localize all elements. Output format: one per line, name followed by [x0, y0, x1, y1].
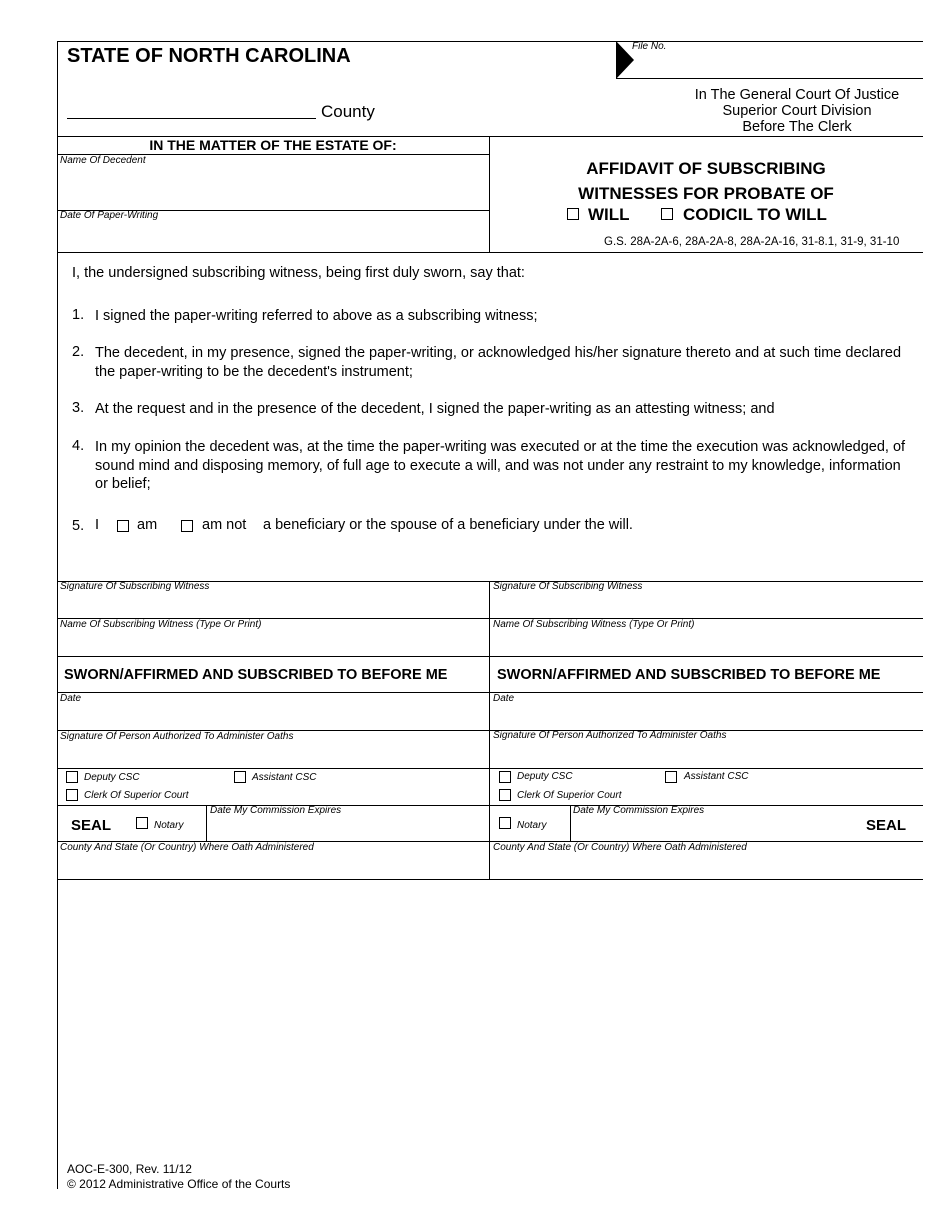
left-witness-name-label: Name Of Subscribing Witness (Type Or Print): [60, 619, 262, 630]
estate-heading: IN THE MATTER OF THE ESTATE OF:: [149, 137, 397, 153]
am-checkbox[interactable]: [117, 520, 129, 532]
paper-date-field[interactable]: [60, 225, 486, 249]
right-clerk-label: Clerk Of Superior Court: [517, 790, 622, 801]
right-county-state-field[interactable]: [493, 857, 919, 877]
row-line: [57, 656, 923, 657]
left-commission-label: Date My Commission Expires: [210, 805, 342, 816]
paper-date-label: Date Of Paper-Writing: [60, 210, 159, 221]
am-not-label: am not: [202, 517, 247, 533]
left-official-signature-label: Signature Of Person Authorized To Administer Oaths: [60, 731, 294, 742]
item5-suffix: a beneficiary or the spouse of a beneficiary under the will.: [263, 517, 633, 533]
intro-statement: I, the undersigned subscribing witness, being first duly sworn, say that:: [72, 265, 525, 281]
court-line-3: Before The Clerk: [742, 119, 852, 135]
right-date-field[interactable]: [493, 707, 919, 727]
affidavit-title: [490, 156, 922, 206]
left-assistant-csc-checkbox[interactable]: [234, 771, 246, 783]
codicil-checkbox[interactable]: [661, 208, 673, 220]
left-date-label: Date: [60, 693, 82, 704]
am-label: am: [137, 517, 158, 533]
court-block: [672, 87, 922, 135]
item-text: At the request and in the presence of the decedent, I signed the paper-writing as an attesting witness; and: [95, 401, 775, 417]
right-county-state-label: County And State (Or Country) Where Oath Administered: [493, 842, 747, 853]
left-witness-signature-field[interactable]: [60, 596, 486, 616]
left-notary-checkbox[interactable]: [136, 817, 148, 829]
right-commission-field[interactable]: [573, 820, 853, 839]
row-line: [57, 805, 923, 806]
right-commission-label: Date My Commission Expires: [573, 805, 705, 816]
item-text: In my opinion the decedent was, at the time the paper-writing was executed or at the time the execution was acknowledged, of sound mind and disposing memory, of full age to execute a will, and was not under any restraint to my knowledge, information or belief;: [95, 439, 906, 492]
will-checkbox[interactable]: [567, 208, 579, 220]
right-assistant-csc-label: Assistant CSC: [684, 771, 749, 782]
right-witness-name-field[interactable]: [493, 634, 919, 654]
form-left-border: [57, 41, 58, 1189]
item-number: 4.: [72, 438, 85, 454]
right-official-signature-label: Signature Of Person Authorized To Administer Oaths: [493, 730, 727, 741]
statute-reference: G.S. 28A-2A-6, 28A-2A-8, 28A-2A-16, 31-8.1, 31-9, 31-10: [604, 236, 900, 248]
right-deputy-csc-label: Deputy CSC: [517, 771, 573, 782]
title-line-1: AFFIDAVIT OF SUBSCRIBING: [586, 159, 826, 178]
right-assistant-csc-checkbox[interactable]: [665, 771, 677, 783]
left-county-state-field[interactable]: [60, 857, 486, 877]
left-county-state-label: County And State (Or Country) Where Oath Administered: [60, 842, 314, 853]
copyright: © 2012 Administrative Office of the Courts: [67, 1177, 291, 1191]
right-seal-label: SEAL: [866, 817, 907, 834]
left-deputy-csc-checkbox[interactable]: [66, 771, 78, 783]
will-option-label: WILL: [588, 205, 630, 224]
county-label: County: [321, 102, 375, 121]
right-date-label: Date: [493, 693, 515, 704]
item-text: I signed the paper-writing referred to above as a subscribing witness;: [95, 308, 538, 324]
decedent-name-label: Name Of Decedent: [60, 155, 146, 166]
left-seal-label: SEAL: [71, 817, 112, 834]
left-witness-name-field[interactable]: [60, 634, 486, 654]
right-official-signature-field[interactable]: [493, 745, 919, 765]
left-commission-divider: [206, 805, 207, 841]
item-number: 3.: [72, 400, 85, 416]
right-witness-name-label: Name Of Subscribing Witness (Type Or Print): [493, 619, 695, 630]
left-notary-label: Notary: [154, 820, 184, 831]
left-clerk-label: Clerk Of Superior Court: [84, 790, 189, 801]
left-date-field[interactable]: [60, 707, 486, 727]
left-commission-field[interactable]: [210, 820, 486, 839]
item-text: The decedent, in my presence, signed the paper-writing, or acknowledged his/her signature thereto and at such time declared the paper-writing to be the decedent's instrument;: [95, 345, 902, 380]
court-line-2: Superior Court Division: [722, 103, 872, 119]
right-witness-signature-label: Signature Of Subscribing Witness: [493, 581, 643, 592]
item-number: 5.: [72, 518, 85, 534]
right-notary-checkbox[interactable]: [499, 817, 511, 829]
right-clerk-checkbox[interactable]: [499, 789, 511, 801]
item5-prefix: I: [95, 517, 100, 533]
state-title: STATE OF NORTH CAROLINA: [67, 45, 351, 67]
item-number: 2.: [72, 344, 85, 360]
file-no-field[interactable]: [636, 55, 920, 75]
left-deputy-csc-label: Deputy CSC: [84, 772, 140, 783]
file-no-bottom-border: [616, 78, 923, 79]
file-no-label: File No.: [632, 41, 667, 52]
decedent-name-field[interactable]: [60, 170, 486, 208]
left-witness-signature-label: Signature Of Subscribing Witness: [60, 581, 210, 592]
witness-section-bottom: [57, 879, 923, 880]
right-sworn-heading: SWORN/AFFIRMED AND SUBSCRIBED TO BEFORE ME: [497, 667, 881, 683]
right-commission-divider: [570, 805, 571, 841]
right-deputy-csc-checkbox[interactable]: [499, 771, 511, 783]
am-not-checkbox[interactable]: [181, 520, 193, 532]
left-official-signature-field[interactable]: [60, 745, 486, 765]
row-line: [57, 692, 923, 693]
item-number: 1.: [72, 307, 85, 323]
form-top-border: [57, 41, 616, 42]
codicil-option-label: CODICIL TO WILL: [683, 205, 827, 224]
section-divider-bottom: [57, 252, 923, 253]
left-sworn-heading: SWORN/AFFIRMED AND SUBSCRIBED TO BEFORE ME: [64, 667, 448, 683]
county-blank-line[interactable]: [67, 118, 316, 119]
right-witness-signature-field[interactable]: [493, 596, 919, 616]
left-assistant-csc-label: Assistant CSC: [252, 772, 317, 783]
right-notary-label: Notary: [517, 820, 547, 831]
court-line-1: In The General Court Of Justice: [694, 87, 900, 103]
title-line-2: WITNESSES FOR PROBATE OF: [578, 184, 834, 203]
row-line: [57, 768, 923, 769]
form-id: AOC-E-300, Rev. 11/12: [67, 1162, 192, 1176]
left-clerk-checkbox[interactable]: [66, 789, 78, 801]
